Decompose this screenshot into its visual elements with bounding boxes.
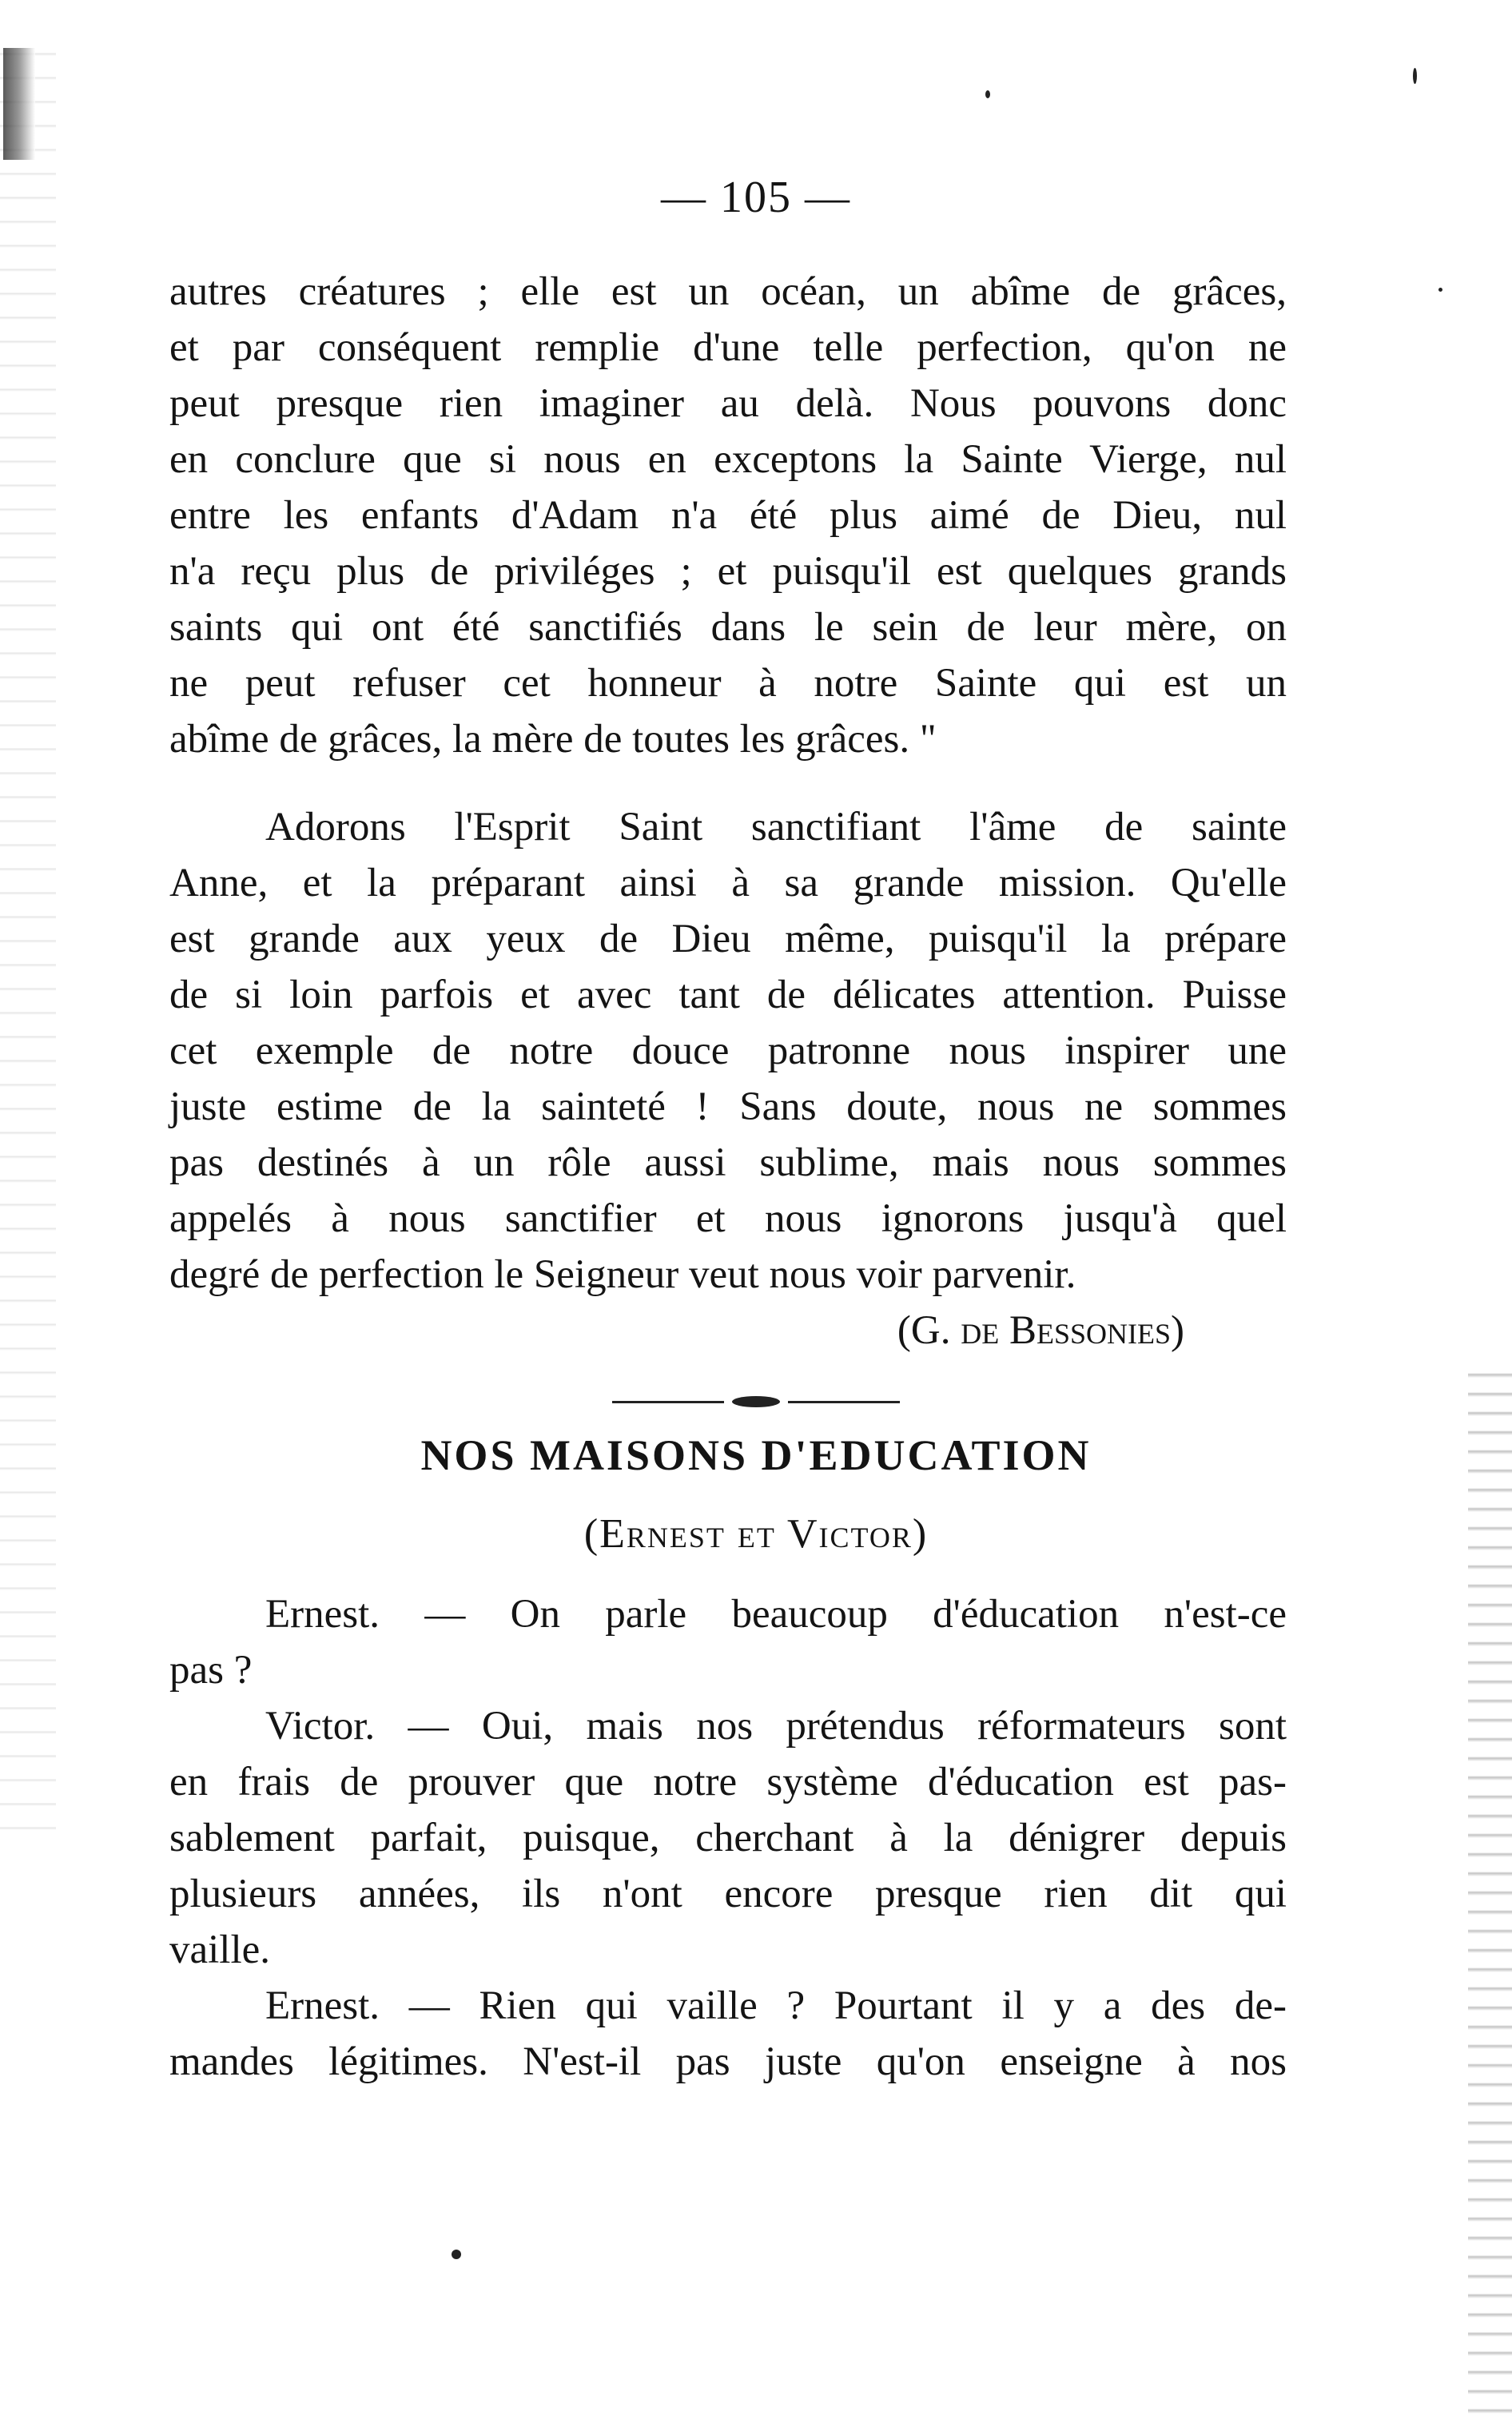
scan-speck <box>452 2250 461 2259</box>
page-number: — 105 — <box>661 173 851 222</box>
dialogue-line: sablement parfait, puisque, cherchant à la dénigrer depuis <box>169 1816 1287 1860</box>
paragraph-2 <box>169 799 1287 1303</box>
text-line: juste estime de la sainteté ! Sans doute, nous ne sommes <box>169 1084 1287 1129</box>
author-signature: (G. de Bessonies) <box>897 1308 1184 1353</box>
text-line: degré de perfection le Seigneur veut nous voir parvenir. <box>169 1252 1076 1297</box>
text-line: Anne, et la préparant ainsi à sa grande mission. Qu'elle <box>169 861 1287 905</box>
dialogue-line: mandes légitimes. N'est-il pas juste qu'on enseigne à nos <box>169 2039 1287 2084</box>
section-subheading: (Ernest et Victor) <box>583 1511 929 1557</box>
dialogue <box>169 1586 1287 2090</box>
text-line: cet exemple de notre douce patronne nous inspirer une <box>169 1028 1287 1073</box>
divider-rule <box>612 1401 724 1403</box>
text-line: et par conséquent remplie d'une telle perfection, qu'on ne <box>169 325 1287 370</box>
text-line: appelés à nous sanctifier et nous ignorons jusqu'à quel <box>169 1196 1287 1241</box>
dialogue-line: Ernest. — Rien qui vaille ? Pourtant il y a des de- <box>265 1983 1287 2028</box>
text-line: ne peut refuser cet honneur à notre Sainte qui est un <box>169 661 1287 706</box>
section-heading: NOS MAISONS D'EDUCATION <box>420 1431 1092 1479</box>
section-divider-ornament <box>0 1395 1512 1410</box>
text-line: peut presque rien imaginer au delà. Nous pouvons donc <box>169 381 1287 426</box>
text-line: en conclure que si nous en exceptons la Sainte Vierge, nul <box>169 437 1287 482</box>
scan-binding-shadow <box>3 48 35 160</box>
divider-rule <box>788 1401 900 1403</box>
text-line: n'a reçu plus de priviléges ; et puisqu'il est quelques grands <box>169 549 1287 594</box>
text-line: pas destinés à un rôle aussi sublime, mais nous sommes <box>169 1140 1287 1185</box>
dialogue-line: pas ? <box>169 1648 253 1693</box>
text-line: de si loin parfois et avec tant de délicates attention. Puisse <box>169 973 1287 1017</box>
scan-speck <box>1413 68 1417 84</box>
scan-edge-left <box>0 32 56 1838</box>
scan-speck <box>1438 288 1442 292</box>
text-line: saints qui ont été sanctifiés dans le sein de leur mère, on <box>169 605 1287 650</box>
text-line: Adorons l'Esprit Saint sanctifiant l'âme de sainte <box>265 805 1287 849</box>
dialogue-line: vaille. <box>169 1928 271 1972</box>
dialogue-line: Victor. — Oui, mais nos prétendus réformateurs sont <box>265 1704 1287 1749</box>
paragraph-1 <box>169 264 1287 767</box>
scan-speck <box>985 90 990 98</box>
text-line: abîme de grâces, la mère de toutes les grâces. " <box>169 717 937 762</box>
text-line: est grande aux yeux de Dieu même, puisqu'il la prépare <box>169 917 1287 961</box>
divider-knot <box>732 1396 780 1407</box>
dialogue-line: plusieurs années, ils n'ont encore presque rien dit qui <box>169 1872 1287 1916</box>
text-line: autres créatures ; elle est un océan, un abîme de grâces, <box>169 269 1287 314</box>
dialogue-line: Ernest. — On parle beaucoup d'éducation n'est-ce <box>265 1592 1287 1637</box>
text-line: entre les enfants d'Adam n'a été plus aimé de Dieu, nul <box>169 493 1287 538</box>
dialogue-line: en frais de prouver que notre système d'éducation est pas- <box>169 1760 1287 1804</box>
